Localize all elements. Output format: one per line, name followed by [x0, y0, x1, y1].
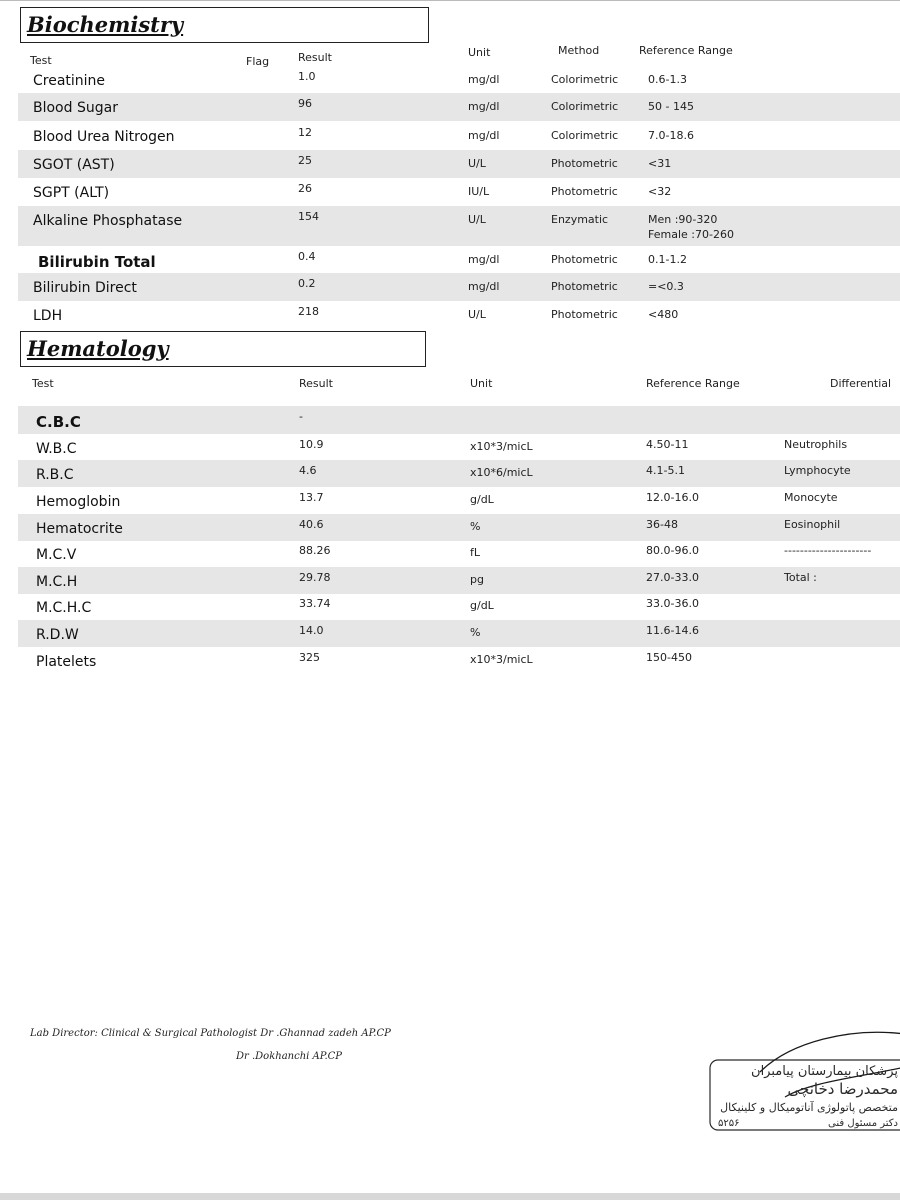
- biochemistry-title-box: [20, 7, 429, 43]
- hem-header-test: Test: [32, 377, 54, 390]
- bio-unit: IU/L: [468, 185, 490, 198]
- hem-result: 325: [299, 651, 320, 664]
- hem-result: 29.78: [299, 571, 331, 584]
- hem-row: [18, 406, 900, 434]
- bio-row: [18, 273, 900, 301]
- hematology-title: Hematology: [27, 336, 169, 361]
- hem-result: 40.6: [299, 518, 324, 531]
- bio-test-name: LDH: [33, 308, 63, 324]
- bio-row: [18, 66, 900, 93]
- bio-method: Enzymatic: [551, 213, 609, 226]
- hem-test-name: R.B.C: [36, 467, 74, 483]
- hem-unit: g/dL: [470, 493, 494, 506]
- footer-second-line: Dr .Dokhanchi AP.CP: [236, 1051, 342, 1062]
- hem-differential: Monocyte: [784, 491, 838, 504]
- bio-row: [18, 206, 900, 246]
- hem-result: 88.26: [299, 544, 331, 557]
- hem-row: [18, 647, 900, 674]
- hem-reference: 27.0-33.0: [646, 571, 699, 584]
- hem-header-unit: Unit: [470, 377, 493, 390]
- hem-test-name: C.B.C: [36, 413, 81, 431]
- hem-test-name: Hematocrite: [36, 521, 123, 537]
- bio-test-name: Bilirubin Direct: [33, 280, 137, 296]
- hem-result: 33.74: [299, 597, 331, 610]
- hem-header-ref: Reference Range: [646, 377, 740, 390]
- signature-stamp: [700, 1022, 900, 1172]
- hem-unit: x10*6/micL: [470, 466, 533, 479]
- bio-unit: mg/dl: [468, 73, 500, 86]
- bio-result: 25: [298, 154, 312, 167]
- hem-header-result: Result: [299, 377, 333, 390]
- bio-method: Photometric: [551, 280, 618, 293]
- bio-unit: mg/dl: [468, 100, 500, 113]
- hem-result: 14.0: [299, 624, 324, 637]
- hem-reference: 4.1-5.1: [646, 464, 685, 477]
- bio-reference: [648, 157, 671, 170]
- bio-test-name: Blood Sugar: [33, 100, 118, 116]
- hem-differential: Lymphocyte: [784, 464, 851, 477]
- bio-reference-line: 7.0-18.6: [648, 129, 694, 142]
- hem-unit: %: [470, 520, 481, 533]
- hem-differential: Neutrophils: [784, 438, 848, 451]
- hem-reference: 33.0-36.0: [646, 597, 699, 610]
- hem-result: 10.9: [299, 438, 324, 451]
- bio-test-name: Blood Urea Nitrogen: [33, 129, 175, 145]
- bio-test-name: Creatinine: [33, 73, 106, 89]
- bio-method: Colorimetric: [551, 73, 619, 86]
- bio-row: [18, 93, 900, 121]
- bio-result: 1.0: [298, 70, 316, 83]
- bio-unit: mg/dl: [468, 280, 500, 293]
- hem-test-name: M.C.H: [36, 574, 78, 590]
- bio-row: [18, 301, 900, 329]
- bio-row: [18, 150, 900, 178]
- footer-director-line: Lab Director: Clinical & Surgical Pathologist Dr .Ghannad zadeh AP.CP: [30, 1028, 391, 1039]
- hem-unit: g/dL: [470, 599, 494, 612]
- hem-differential: Total :: [784, 571, 817, 584]
- bio-result: 0.2: [298, 277, 316, 290]
- bio-header-test: Test: [30, 54, 52, 67]
- bio-row: [18, 178, 900, 206]
- hem-row: [18, 540, 900, 567]
- bio-header-method: Method: [558, 44, 600, 57]
- hem-reference: 12.0-16.0: [646, 491, 699, 504]
- bio-test-name: SGPT (ALT): [33, 185, 110, 201]
- bio-unit: mg/dl: [468, 129, 500, 142]
- bio-reference-line: <31: [648, 157, 672, 170]
- bio-test-name: Bilirubin Total: [38, 253, 156, 271]
- hem-result: 13.7: [299, 491, 324, 504]
- bottom-edge-bar: [0, 1193, 900, 1200]
- hem-test-name: M.C.H.C: [36, 600, 92, 616]
- bio-result: 154: [298, 210, 319, 223]
- top-edge-strip: [0, 0, 900, 5]
- bio-method: Colorimetric: [551, 129, 619, 142]
- bio-result: 12: [298, 126, 312, 139]
- bio-header-result: Result: [298, 51, 332, 64]
- bio-method: Photometric: [551, 308, 618, 321]
- hem-unit: x10*3/micL: [470, 653, 533, 666]
- bio-reference: [648, 185, 671, 198]
- bio-result: 26: [298, 182, 312, 195]
- bio-reference-line: <32: [648, 185, 672, 198]
- hem-reference: 11.6-14.6: [646, 624, 699, 637]
- bio-reference: [648, 100, 694, 113]
- bio-reference-line-2: Female :70-260: [648, 228, 734, 241]
- hem-result: -: [299, 410, 303, 423]
- bio-reference: [648, 73, 687, 86]
- bio-unit: U/L: [468, 157, 486, 170]
- bio-test-name: Alkaline Phosphatase: [33, 213, 183, 229]
- hem-row: [18, 487, 900, 514]
- bio-result: 0.4: [298, 250, 316, 263]
- hem-row: [18, 567, 900, 594]
- hem-test-name: R.D.W: [36, 627, 79, 643]
- bio-reference-line: 0.6-1.3: [648, 73, 687, 86]
- hem-test-name: Hemoglobin: [36, 494, 121, 510]
- bio-header-ref: Reference Range: [639, 44, 733, 57]
- bio-unit: U/L: [468, 213, 486, 226]
- hem-unit: pg: [470, 573, 484, 586]
- hem-reference: 80.0-96.0: [646, 544, 699, 557]
- bio-test-name: SGOT (AST): [33, 157, 115, 173]
- bio-reference: [648, 253, 687, 266]
- bio-reference-line: <480: [648, 308, 679, 321]
- hem-row: [18, 593, 900, 620]
- hem-unit: %: [470, 626, 481, 639]
- bio-result: 218: [298, 305, 319, 318]
- stamp-line-3: متخصص پاتولوژی آناتومیکال و کلینیکال: [720, 1101, 898, 1114]
- hem-row: [18, 460, 900, 487]
- bio-method: Photometric: [551, 157, 618, 170]
- bio-header-flag: Flag: [246, 55, 270, 68]
- stamp-line-4: دکتر مسئول فنی: [828, 1118, 898, 1129]
- hem-test-name: Platelets: [36, 654, 97, 670]
- hem-test-name: W.B.C: [36, 441, 77, 457]
- bio-method: Photometric: [551, 253, 618, 266]
- stamp-line-1: پزشکان بیمارستان پیامبران: [751, 1064, 898, 1079]
- hematology-title-box: [20, 331, 426, 367]
- bio-method: Colorimetric: [551, 100, 619, 113]
- stamp-line-2: محمدرضا دخانچی: [787, 1080, 898, 1098]
- hem-row: [18, 434, 900, 461]
- bio-unit: mg/dl: [468, 253, 500, 266]
- bio-reference: [648, 308, 678, 321]
- hem-reference: 36-48: [646, 518, 678, 531]
- stamp-code: ۵۲۵۶: [718, 1118, 740, 1129]
- bio-reference-line: =<0.3: [648, 280, 684, 293]
- bio-reference: [648, 129, 694, 142]
- hem-result: 4.6: [299, 464, 317, 477]
- bio-method: Photometric: [551, 185, 618, 198]
- bio-reference-line: Men :90-320: [648, 213, 718, 226]
- hem-differential: ----------------------: [784, 544, 872, 557]
- bio-reference: [648, 280, 684, 293]
- hem-reference: 4.50-11: [646, 438, 689, 451]
- hem-unit: fL: [470, 546, 481, 559]
- hem-row: [18, 620, 900, 647]
- hem-differential: Eosinophil: [784, 518, 841, 531]
- bio-reference-line: 50 - 145: [648, 100, 694, 113]
- biochemistry-title: Biochemistry: [27, 12, 184, 37]
- bio-reference: [648, 213, 734, 241]
- bio-unit: U/L: [468, 308, 486, 321]
- bio-result: 96: [298, 97, 312, 110]
- hem-unit: x10*3/micL: [470, 440, 533, 453]
- hem-reference: 150-450: [646, 651, 692, 664]
- hem-header-diff: Differential: [830, 377, 892, 390]
- hem-test-name: M.C.V: [36, 547, 77, 563]
- bio-header-unit: Unit: [468, 46, 491, 59]
- bio-row: [18, 122, 900, 150]
- bio-row: [18, 246, 900, 273]
- hem-row: [18, 514, 900, 541]
- bio-reference-line: 0.1-1.2: [648, 253, 687, 266]
